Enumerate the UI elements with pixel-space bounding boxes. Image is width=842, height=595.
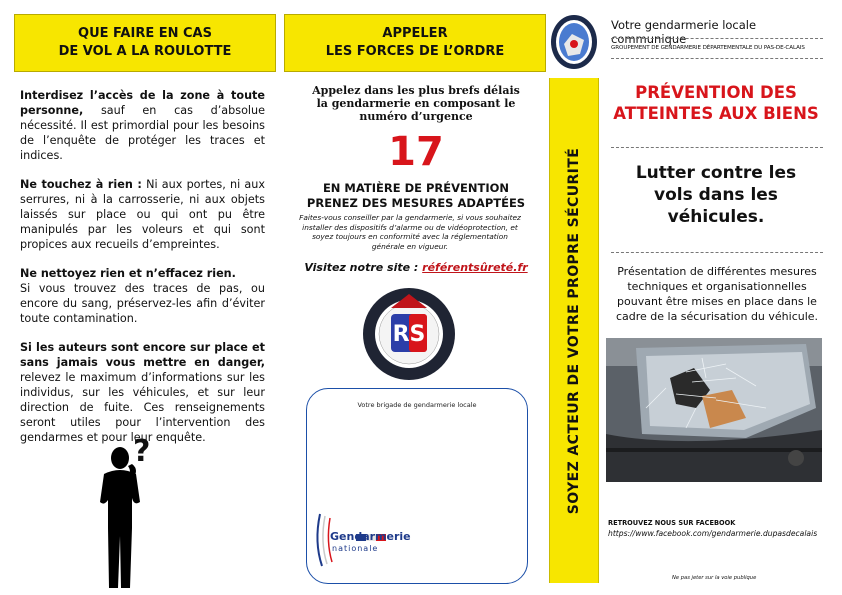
prevention-line2: PRENEZ DES MESURES ADAPTÉES <box>306 196 526 210</box>
p1-text: sauf en cas d’absolue nécessité. Il est primordial pour les besoins de l’enquête de protéger les traces et indices. <box>20 104 265 162</box>
thinking-silhouette <box>88 440 168 590</box>
gendarmerie-crest-icon <box>550 14 598 70</box>
top-title: Votre gendarmerie locale communique <box>611 18 757 46</box>
p2-bold: Ne touchez à rien : <box>20 178 142 191</box>
description: Présentation de différentes mesures techniques et organisationnelles pouvant être mises en place dans le cadre de la sécurisation du véhicule. <box>615 265 819 323</box>
paragraph-restrict-access <box>20 88 265 163</box>
p4-bold: Si les auteurs sont encore sur place et sans jamais vous mettre en danger, <box>20 341 265 369</box>
panel1-header-line2: DE VOL A LA ROULOTTE <box>58 44 232 59</box>
top-divider-2 <box>611 58 823 59</box>
gendarmerie-logo <box>312 506 422 576</box>
top-divider-1 <box>611 38 823 39</box>
paragraph-dont-clean <box>20 266 265 326</box>
broken-window-photo <box>606 338 822 482</box>
facebook-label: RETROUVEZ NOUS SUR FACEBOOK <box>608 519 736 527</box>
referent-surete-badge <box>361 286 457 382</box>
panel2-header-line1: APPELER <box>382 26 448 41</box>
panel1-header-line1: QUE FAIRE EN CAS <box>78 26 212 41</box>
logo-word2: nationale <box>332 544 379 553</box>
badge-letters: RS <box>392 322 426 347</box>
visit-label: Visitez notre site : <box>304 261 419 274</box>
title-divider <box>611 147 823 148</box>
panel1-body <box>20 88 265 445</box>
panel2-header <box>284 14 546 72</box>
advice-text: Faites-vous conseiller par la gendarmerie, si vous souhaitez installer des dispositifs d’alarme ou de vidéoprotection, et soyez toujours en conformité avec la réglementation générale en vigueur. <box>299 213 521 251</box>
main-title-line2: ATTEINTES AUX BIENS <box>613 104 819 123</box>
group-name: GROUPEMENT DE GENDARMERIE DÉPARTEMENTALE DU PAS-DE-CALAIS <box>611 45 805 51</box>
vertical-banner-text: SOYEZ ACTEUR DE VOTRE PROPRE SÉCURITÉ <box>566 147 582 514</box>
p2-text: Ni aux portes, ni aux serrures, ni à la carrosserie, ni aux objets laissés sur place ou qui ont pu être manipulés par les voleurs et qui sont propices aux recueils d’empreintes. <box>20 178 265 251</box>
panel2-header-line2: LES FORCES DE L’ORDRE <box>325 44 505 59</box>
prevention-line1: EN MATIÈRE DE PRÉVENTION <box>322 181 510 195</box>
call-line2: la gendarmerie en composant le <box>316 97 516 110</box>
visit-link[interactable]: référentsûreté.fr <box>422 261 528 274</box>
subtitle-line3: véhicules. <box>667 207 765 227</box>
subtitle-line1: Lutter contre les <box>635 163 797 183</box>
main-title-line1: PRÉVENTION DES <box>635 83 797 102</box>
logo-word1: Gendarmerie <box>330 530 411 543</box>
subtitle <box>604 162 828 228</box>
paragraph-suspects-present <box>20 340 265 445</box>
rs-badge-icon <box>361 286 457 382</box>
prevention-heading <box>290 181 542 211</box>
gendarmerie-crest <box>550 14 598 70</box>
footer-note: Ne pas jeter sur la voie publique <box>672 575 757 581</box>
person-silhouette-icon <box>88 440 168 590</box>
p3-text: Si vous trouvez des traces de pas, ou encore du sang, préservez-les afin d’éviter toute contamination. <box>20 282 265 325</box>
brigade-label: Votre brigade de gendarmerie locale <box>357 401 477 409</box>
vertical-banner <box>549 78 599 583</box>
p1-bold: Interdisez l’accès de la zone à toute personne, <box>20 89 265 117</box>
facebook-url[interactable]: https://www.facebook.com/gendarmerie.dupasdecalais <box>608 529 818 538</box>
question-mark: ? <box>133 434 151 469</box>
subtitle-line2: vols dans les <box>654 185 778 205</box>
p3-bold: Ne nettoyez rien et n’effacez rien. <box>20 267 236 280</box>
visit-site <box>290 261 542 274</box>
subtitle-divider <box>611 252 823 253</box>
main-title <box>604 82 828 124</box>
p4-text: relevez le maximum d’informations sur les individus, sur les véhicules, et sur leur direction de fuite. Ces renseignements seront utiles pour l’intervention des gendarmes et pour leur enquête. <box>20 371 265 444</box>
paragraph-dont-touch <box>20 177 265 252</box>
call-line3: numéro d’urgence <box>359 110 473 123</box>
call-instructions <box>296 84 536 123</box>
emergency-number: 17 <box>388 129 444 175</box>
panel1-header <box>14 14 276 72</box>
call-line1: Appelez dans les plus brefs délais <box>312 84 520 97</box>
broken-car-window-icon <box>606 338 822 482</box>
